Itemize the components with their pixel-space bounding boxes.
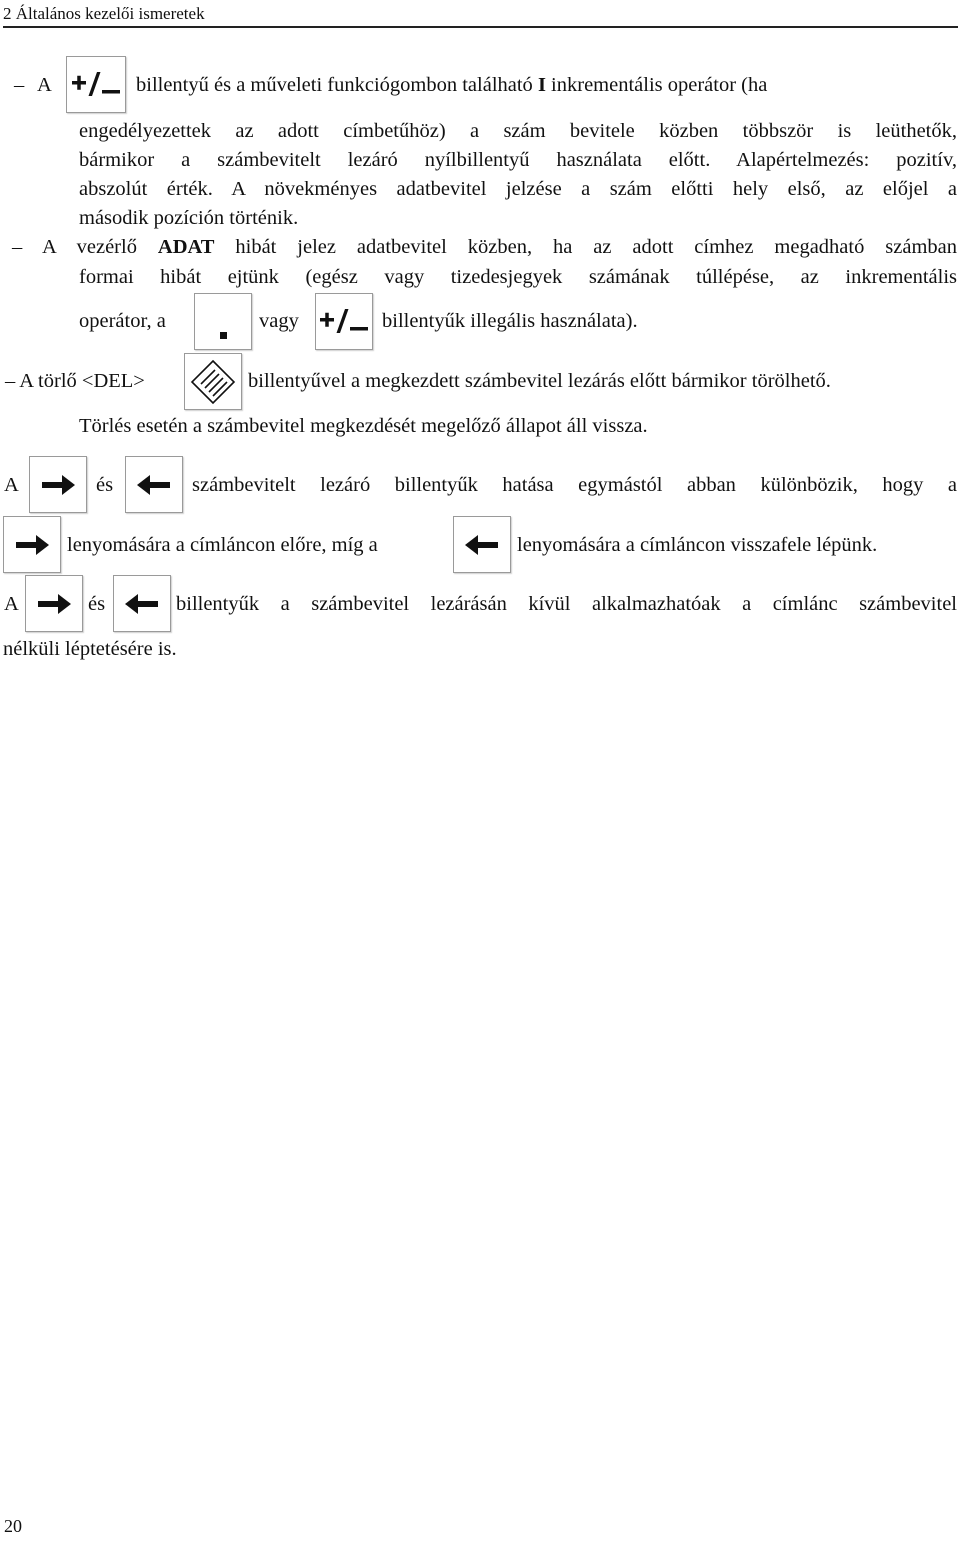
p1-a: A [37,74,52,96]
p4-line1-c: számbevitelt lezáró billentyűk hatása egymástól abban különbözik, hogy a [192,474,957,496]
p4-line1-a: A [4,474,19,496]
p2-line2: formai hibát ejtünk (egész vagy tizedesjegyek számának túllépése, az inkrementális [79,266,957,288]
left-arrow-key-icon [453,516,511,573]
p3-line2: Törlés esetén a számbevitel megkezdését megelőző állapot áll vissza. [79,415,648,437]
p2-line1-a: – A vezérlő [12,236,137,258]
p5-line1-b: és [88,593,106,615]
p1-line1: billentyű és a műveleti funkciógombon található [136,74,533,96]
p1-line3: bármikor a számbevitelt lezáró nyílbillentyű használata előtt. Alapértelmezés: pozitív, [79,149,957,171]
page-number: 20 [4,1516,22,1536]
right-arrow-key-icon [25,575,83,632]
p2-line3-c: billentyűk illegális használata). [382,310,638,332]
p5-line2: nélküli léptetésére is. [3,638,177,660]
p4-line2-a: lenyomására a címláncon előre, míg a [67,534,378,556]
right-arrow-key-icon [3,516,61,573]
p1-line2: engedélyezettek az adott címbetűhöz) a szám bevitele közben többször is leüthetők, [79,120,957,142]
right-arrow-key-icon [29,456,87,513]
delete-key-icon [184,353,242,410]
p1-dash: – [14,74,25,96]
p1-line4: abszolút érték. A növekményes adatbevitel jelzése a szám előtti hely első, az előjel a [79,178,957,200]
p4-line1-b: és [96,474,114,496]
plus-minus-key-icon [315,293,373,350]
p2-line1 [12,233,957,262]
p4-line2-b: lenyomására a címláncon visszafele lépünk. [517,534,878,556]
p2-line1-b: hibát jelez adatbevitel közben, ha az adott címhez megadható számban [235,236,957,258]
p5-line1-c: billentyűk a számbevitel lezárásán kívül alkalmazhatóak a címlánc számbevitel [176,593,957,615]
plus-minus-key-icon [66,56,126,113]
p2-line3-a: operátor, a [79,310,166,332]
decimal-point-key-icon [194,293,252,350]
p2-line3-b: vagy [259,310,299,332]
p1-bold-i: I [537,74,546,96]
p3-line1-a: – A törlő <DEL> [5,370,145,392]
p2-bold-adat: ADAT [157,236,215,258]
p5-line1-a: A [4,593,19,615]
p1-line1-tail: inkrementális operátor (ha [551,74,768,96]
p1-line5: második pozíción történik. [79,207,299,229]
p1-line1-text [136,71,767,100]
left-arrow-key-icon [113,575,171,632]
running-header: 2 Általános kezelői ismeretek [3,4,958,28]
p3-line1-b: billentyűvel a megkezdett számbevitel lezárás előtt bármikor törölhető. [248,370,831,392]
left-arrow-key-icon [125,456,183,513]
